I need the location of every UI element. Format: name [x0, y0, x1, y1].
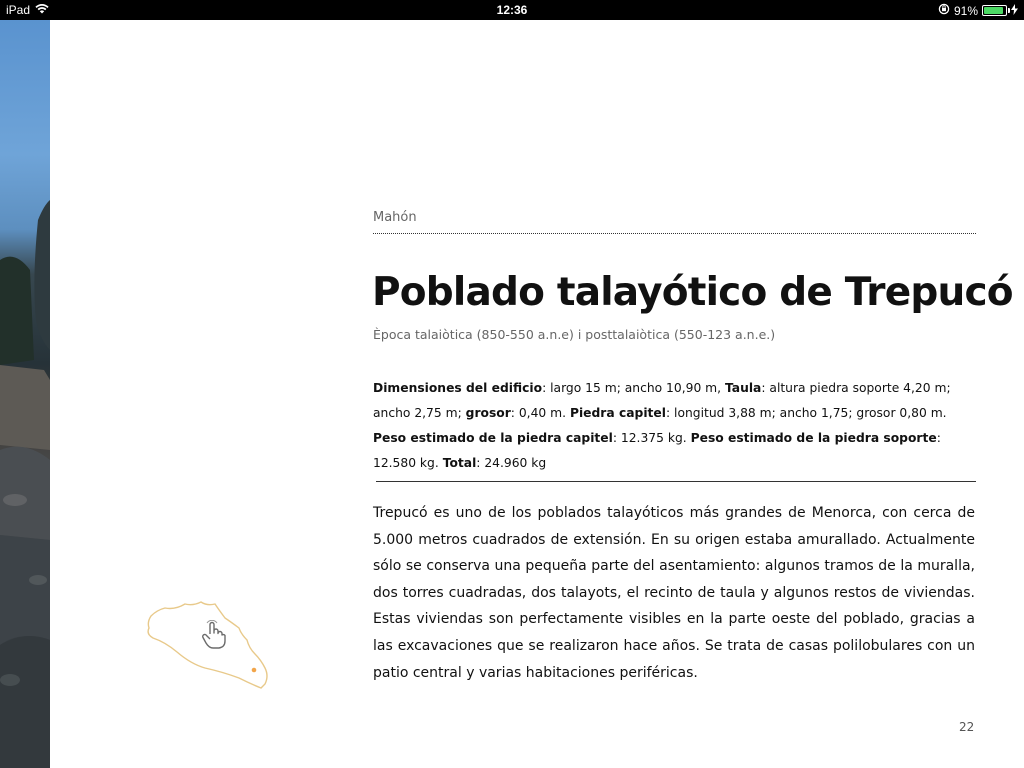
spec-label: Peso estimado de la piedra capitel	[373, 431, 613, 445]
specs-paragraph	[373, 376, 977, 476]
status-right	[938, 3, 1018, 18]
spec-value: : 12.375 kg.	[612, 431, 691, 445]
spec-value: : 12.580 kg.	[373, 431, 941, 470]
background-photo-strip	[0, 20, 50, 768]
device-name: iPad	[6, 3, 31, 17]
spec-label: Peso estimado de la piedra soporte	[690, 431, 937, 445]
spec-label: Piedra capitel	[569, 406, 666, 420]
spec-label: Total	[442, 456, 477, 470]
tap-hand-icon[interactable]	[201, 620, 227, 654]
location-label: Mahón	[373, 210, 417, 225]
spec-value: : 24.960 kg	[476, 456, 547, 470]
location-marker	[252, 668, 257, 673]
spec-label: grosor	[465, 406, 511, 420]
spec-value: : longitud 3,88 m; ancho 1,75; grosor 0,80 m.	[666, 406, 947, 420]
orientation-lock-icon	[938, 3, 950, 18]
spec-label: Dimensiones del edificio	[373, 381, 543, 395]
body-paragraph: Trepucó es uno de los poblados talayóticos más grandes de Menorca, con cerca de 5.000 metros cuadrados de extensión. En su origen estaba amurallado. Actualmente sólo se conserva una pequeña parte del asentamiento: algunos tramos de la muralla, dos torres cuadradas, dos talayots, el recinto de taula y algunos restos de viviendas. Estas viviendas son perfectamente visibles en la parte oeste del poblado, gracias a las excavaciones que se realizaron hace años. Se trata de casas polilobulares con un patio central y varias habitaciones periféricas.	[373, 505, 975, 681]
menorca-map[interactable]	[143, 598, 273, 690]
page-title: Poblado talayótico de Trepucó	[372, 270, 1013, 315]
status-bar	[0, 0, 1024, 20]
spec-label: Taula	[724, 381, 762, 395]
spec-value: : altura piedra soporte 4,20 m; ancho 2,75 m;	[373, 381, 951, 420]
dotted-divider	[373, 233, 976, 234]
charging-icon	[1011, 4, 1018, 18]
solid-divider	[376, 481, 976, 482]
epoch-subtitle: Època talaiòtica (850-550 a.n.e) i posttalaiòtica (550-123 a.n.e.)	[373, 327, 776, 342]
spec-value: : largo 15 m; ancho 10,90 m,	[542, 381, 725, 395]
battery-icon	[982, 5, 1007, 16]
battery-level	[984, 7, 1003, 14]
page-number: 22	[959, 720, 975, 734]
spec-value: : 0,40 m.	[510, 406, 570, 420]
battery-percent: 91%	[953, 3, 978, 18]
status-time: 12:36	[496, 3, 528, 17]
